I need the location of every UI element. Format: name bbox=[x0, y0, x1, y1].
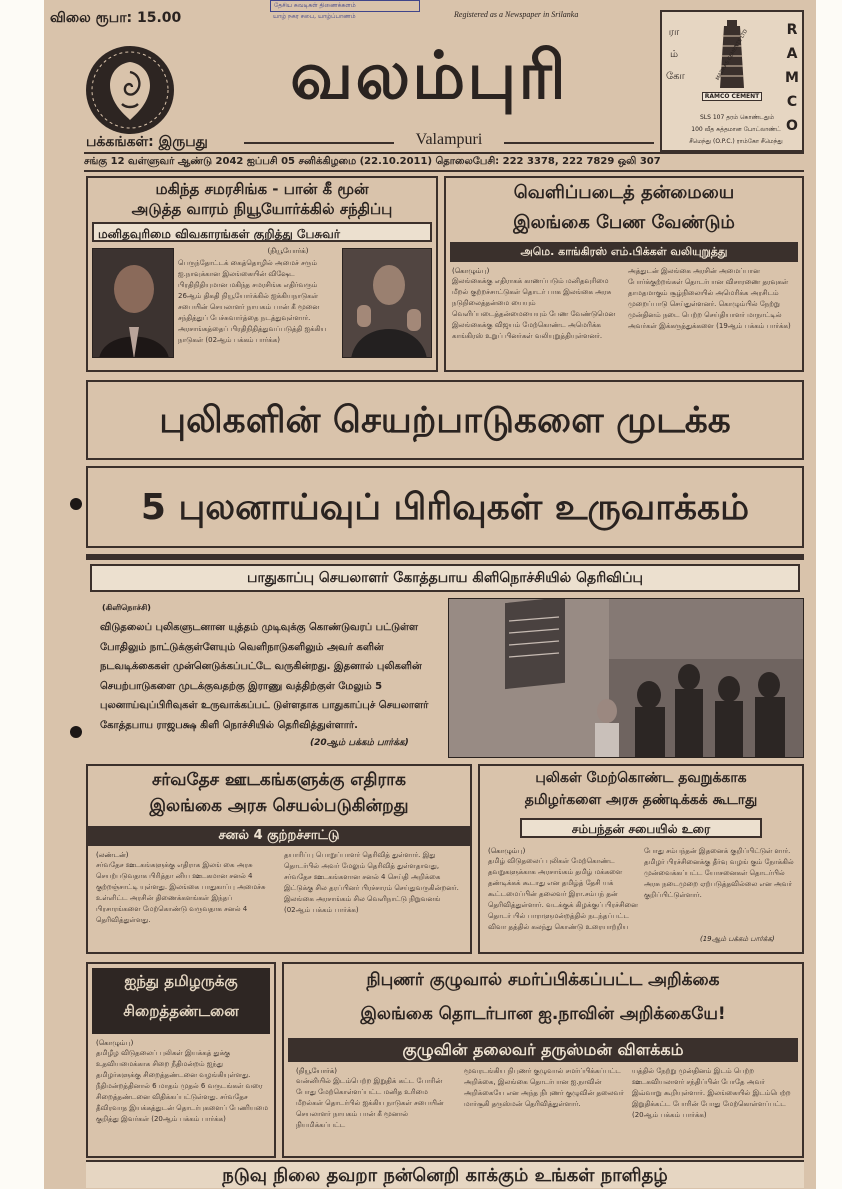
story-deck: சனல் 4 குற்றச்சாட்டு bbox=[88, 826, 470, 846]
ad-line-2: 100 வீத சுத்தமான போட்லாண்ட் bbox=[691, 126, 781, 133]
story-headline-2: தமிழர்களை அரசு தண்டிக்கக் கூடாது bbox=[524, 792, 758, 808]
story-body-right: போது சம்பந்தன் இதனைக் குறிப்பிட்டுள் ளார். தமிழர் பிரச்சினைக்கு தீர்வு வழங் கும் நோக்கில் முன்வைக்கப்பட்ட யோசனைகள் தொடர்பில் அரசு நடைமுறை ஏற்படுத்தவில்லை என அவர் குறிப்பிட்டுள்ளார். bbox=[644, 847, 794, 899]
lead-headline-2-box bbox=[86, 466, 804, 548]
story-transparency bbox=[444, 176, 804, 372]
story-headline-2: இலங்கை அரசு செயல்படுகின்றது bbox=[149, 796, 409, 816]
lead-headline-1-box bbox=[86, 380, 804, 460]
story-dateline: (கொழும்பு) bbox=[488, 847, 526, 855]
story-headline-1: சர்வதேச ஊடகங்களுக்கு எதிராக bbox=[151, 770, 407, 790]
story-body-middle: மூவரடங்கிய நிபுணர் குழுவால் சமர்ப்பிக்கப்பட்ட அறிக்கை, இலங்கை தொடர்பான ஐ.நாவின் அறிக்கையே என அந்த நிபுணர் குழுவின் தலைவர் மார்சூகி தருஸ்மன் தெரிவித்துள்ளார். bbox=[464, 1067, 624, 1108]
story-body-right: அத்துடன் இலங்கை அரசின் அமைப்பான போர்க்குற்றங்கள் தொடர்பான விசாரணை தரவுகள் தாமதமாகும் சூழ்நிலையில் அமெரிக்க அரசிடம் முறைப்பாடு செய்துள்ளனர். கொழும்பில் நேற்று முன்தினம் நடை பெற்ற செய்தியாளர் மாநாட்டில் அவர்கள் இக்கருத்துக்களை (19ஆம் பக்கம் பார்க்க) bbox=[628, 267, 791, 330]
price-label: விலை ரூபா: 15.00 bbox=[50, 10, 182, 26]
story-body-left: தமிழ் விடுதலைப் புலிகள் மேற்கொண்ட தவறுகளுக்காக அரசாங்கம் தமிழ் மக்களை தண்டிக்கக் கூடாது என தமிழ்த் தேசி யக் கூட்டமைப்பின் தலைவர் இரா.சம்பந் தன் தெரிவித்துள்ளார். வடக்குக் கிழக்குப் பிரச்சினை தொடர் பில் பாராளுமன்றத்தில் நடந்தப்பட்ட விவா தத்தில் கலந்து கொண்டு உரையாற்றிய bbox=[488, 857, 638, 931]
story-headline-1: ஐந்து தமிழருக்கு bbox=[124, 972, 238, 990]
lead-rule bbox=[86, 554, 804, 560]
story-body-left: சர்வதேச ஊடகங்களுக்கு எதிராக இலங் கை அரசு செயற்படுவதாக பிரித்தா னிய ஊடகமான சனல் 4 குற்றஞ்சாட்டி யுள்ளது. இலங்கை பாதுகாப்பு அமைச்சு உள்ளிட்ட அரசின் திணைக்களங்கள் இந்தப் பிரசாரங்களை மேற்கொண்டு வருவதாக சனல் 4 தெரிவித்துள்ளது. bbox=[96, 861, 266, 924]
punch-hole-top bbox=[70, 498, 82, 510]
story-deck: சம்பந்தன் சபையில் உரை bbox=[520, 818, 762, 838]
story-headline-2: இலங்கை பேண வேண்டும் bbox=[513, 212, 735, 233]
ad-line-1: SLS 107 தரம் கொண்டதும் bbox=[699, 114, 775, 121]
story-headline-2: அடுத்த வாரம் நியூயோர்க்கில் சந்திப்பு bbox=[131, 200, 393, 218]
story-body: தமிழீழ விடுதலைப் புலிகள் இயக்கத் துக்கு உதவியமைக்காக சிறை நீதிமன்றம் ஐந்து தமிழர்களுக்கு சிறைத்தண்டனை வழங்கியுள்ளது. நீதிமன்றத்தினால் 6 மாதம் முதல் 6 வருடங்கள் வரை சிறைத்தண்டனை விதிக்கப்பட்டுள்ளது. சர்வதேச தீவிரவாத இயக்கத்துடன் தொடர்புகளைப் பேணியமை குறித்து இவர்கள் (20ஆம் பக்கம் பார்க்க) bbox=[96, 1049, 269, 1123]
lead-jump: (20ஆம் பக்கம் பார்க்க) bbox=[310, 738, 409, 748]
story-dateline: (லண்டன்) bbox=[96, 851, 129, 859]
registered-notice: Registered as a Newspaper in Srilanka bbox=[454, 10, 579, 19]
masthead-rule-left bbox=[244, 142, 394, 144]
stamp-line-1: தேசிய சுவடிகள் திணைக்களம் bbox=[270, 0, 420, 12]
story-headline-box bbox=[92, 968, 270, 1034]
ad-left-vertical: ரா ம் கோ bbox=[666, 27, 685, 82]
ad-brand-vertical: RAMCO bbox=[785, 22, 799, 134]
story-samarasinghe-ban bbox=[86, 176, 438, 372]
story-headline-1: புலிகள் மேற்கொண்ட தவறுக்காக bbox=[535, 770, 747, 786]
story-headline-1: வெளிப்படைத் தன்மையை bbox=[513, 182, 735, 203]
story-sampanthan bbox=[478, 764, 804, 954]
story-headline-1: மகிந்த சமரசிங்க - பான் கீ மூன் bbox=[155, 180, 369, 198]
story-un-report bbox=[282, 962, 804, 1158]
story-headline-2: இலங்கை தொடர்பான ஐ.நாவின் அறிக்கையே! bbox=[360, 1004, 726, 1024]
punch-hole-bottom bbox=[70, 726, 82, 738]
footer-banner: நடுவு நிலை தவறா நன்னெறி காக்கும் உங்கள் நாளிதழ் bbox=[86, 1160, 804, 1188]
story-headline-2: சிறைத்தண்டனை bbox=[123, 1002, 239, 1020]
story-jump: (19ஆம் பக்கம் பார்க்க) bbox=[700, 935, 775, 943]
story-deck: மனிதவுரிமை விவகாரங்கள் குறித்து பேசுவர் bbox=[92, 222, 432, 242]
lead-dateline: (கிளிநொச்சி) bbox=[102, 603, 151, 612]
photo-ban-ki-moon bbox=[342, 248, 432, 358]
story-dateline: (கொழும்பு) bbox=[96, 1039, 134, 1047]
dateline: சங்கு 12 வள்ளுவர் ஆண்டு 2042 ஐப்பசி 05 சனிக்கிழமை (22.10.2011) தொலைபேசி: 222 3378, 222 7829 ஒலி 307 bbox=[84, 156, 661, 167]
lead-headline-2: 5 புலனாய்வுப் பிரிவுகள் உருவாக்கம் bbox=[140, 487, 750, 528]
dateline-rule-bottom bbox=[84, 170, 804, 172]
story-body: பெருந்தோட்டக் கைத்தொழில் அமைச் சரும் ஐ.நாவுக்கான இலங்கையின் விஷேட பிரதிநிதியுமான மகிந்த சமரசிங்க எதிர்வரும் 26ஆம் திகதி நியூயோர்க்கில் ஐக்கியநாடுகள் சபையின் செயலாளர் நாயகம் பான் கீ மூனை சந்தித்துப் பேச்சுவார்த்தை நடத்துவுள்ளார். அரசாங்கத்தைப் பிரதிநிதித்துவப்படுத்தி ஐக்கிய நாடுகள் (02ஆம் பக்கம் பார்க்க) bbox=[178, 259, 327, 344]
lead-headline-1: புலிகளின் செயற்பாடுகளை முடக்க bbox=[159, 400, 731, 441]
ad-product: RAMCO CEMENT bbox=[702, 92, 762, 101]
lead-deck: பாதுகாப்பு செயலாளர் கோத்தபாய கிளிநொச்சியில் தெரிவிப்பு bbox=[90, 564, 800, 592]
masthead-subtitle: Valampuri bbox=[415, 131, 483, 148]
story-body-right: யத்தில் நேற்று முன்தினம் இடம் பெற்ற ஊடகவியலாளர் சந்திப்பின் போதே அவர் இவ்வாறு கூறியுள்ளார். இலங்கையில் இடம்பெற்ற இறுதிக்கட்ட போரின் போது மேற்கொள்ளப்பட்ட (20ஆம் பக்கம் பார்க்க) bbox=[632, 1067, 791, 1119]
masthead-title: வலம்புரி bbox=[290, 37, 568, 114]
story-dateline: (கொழும்பு) bbox=[452, 267, 490, 275]
stamp-line-2: யாழ் நகர சபை, யாழ்ப்பாணம் bbox=[273, 13, 356, 20]
ramco-cement-ad bbox=[660, 10, 804, 152]
story-dateline: (நியூயோர்க்) bbox=[267, 247, 309, 255]
ad-company: MADRAS CEMENTS LTD bbox=[714, 28, 750, 82]
story-deck: அமெ. காங்கிரஸ் எம்.பிக்கள் வலியுறுத்து bbox=[450, 242, 798, 262]
photo-security-ceremony bbox=[448, 598, 804, 758]
story-deck: குழுவின் தலைவர் தருஸ்மன் விளக்கம் bbox=[288, 1038, 798, 1062]
story-body-right: தயாரிப்பு பொறுப்பாளர் தெரிவித் துள்ளார். இது தொடர்பில் அவர் மேலும் தெரிவித் துள்ளதாவது, சர்வதேச ஊடகங்களான சனல் 4 செய்தி அறிக்கை இட்டுக்கு சில தரப்பினர் பிரச்சாரம் செய்துவருகின்றனர். இலங்கை அரசாங்கம் சில வெளிநாட்டு நிறுவனங் (02ஆம் பக்கம் பார்க்க) bbox=[284, 851, 459, 914]
lead-body: விடுதலைப் புலிகளுடனான யுத்தம் முடிவுக்கு கொண்டுவரப் பட்டுள்ள போதிலும் நாட்டுக்குள்ளேயும் வெளிநாடுகளிலும் அவர் களின் நடவடிக்கைகள் முன்னெடுக்கப்பட்டே வருகின்றது. இதனால் புலிகளின் செயற்பாடுகளை முடக்குவதற்கு இராணு வத்திற்குள் மேலும் 5 புலனாய்வுப்பிரிவுகள் உருவாக்கப்பட் டுள்ளதாக பாதுகாப்புச் செயலாளர் கோத்தபாய ராஜபக்ஷ கிளி நொச்சியில் தெரிவித்துள்ளார். bbox=[100, 622, 429, 731]
story-dateline: (நியூயோர்க்) bbox=[296, 1067, 337, 1075]
story-body-left: இலங்கைக்கு எதிராகக் காணப்படும் மனிதவுரிமை மீறல் குற்றச்சாட்டுகள் தொடர் பாக இலங்கை அரசு நடுநிலைத்தன்மை யையும் வெளிப்படைத்தன்மையையும் பேண வேண்டுமென இலங்கைக்கு விஜயம் மேற்கொண்ட அமெரிக்க காங்கிரஸ் உறுப் பினர்கள் வலியுறுத்தியுள்ளனர். bbox=[452, 277, 616, 340]
conch-shell-emblem bbox=[84, 44, 176, 136]
masthead-rule-right bbox=[504, 142, 654, 144]
story-headline-1: நிபுணர் குழுவால் சமர்ப்பிக்கப்பட்ட அறிக்கை bbox=[366, 970, 720, 990]
story-channel4 bbox=[86, 764, 472, 954]
ad-line-3: சீமெந்து (O.P.C.) ராம்கோ சீமெந்து bbox=[689, 138, 783, 145]
photo-mahinda-samarasinghe bbox=[92, 248, 174, 358]
story-body-left: வன்னியில் இடம்பெற்ற இறுதிக் கட்ட போரின் போது மேற்கொள்ளப்பட்ட மனித உரிமை மீறல்கள் தொடர்பில் ஐக்கிய நாடுகள் சபையின் செயலாளர் நாயகம் பான் கீ மூனால் நியமிக்கப்பட்ட bbox=[296, 1077, 444, 1129]
newspaper-page bbox=[44, 0, 816, 1189]
pages-label: பக்கங்கள்: இருபது bbox=[86, 134, 208, 150]
story-five-tamils bbox=[86, 962, 276, 1158]
